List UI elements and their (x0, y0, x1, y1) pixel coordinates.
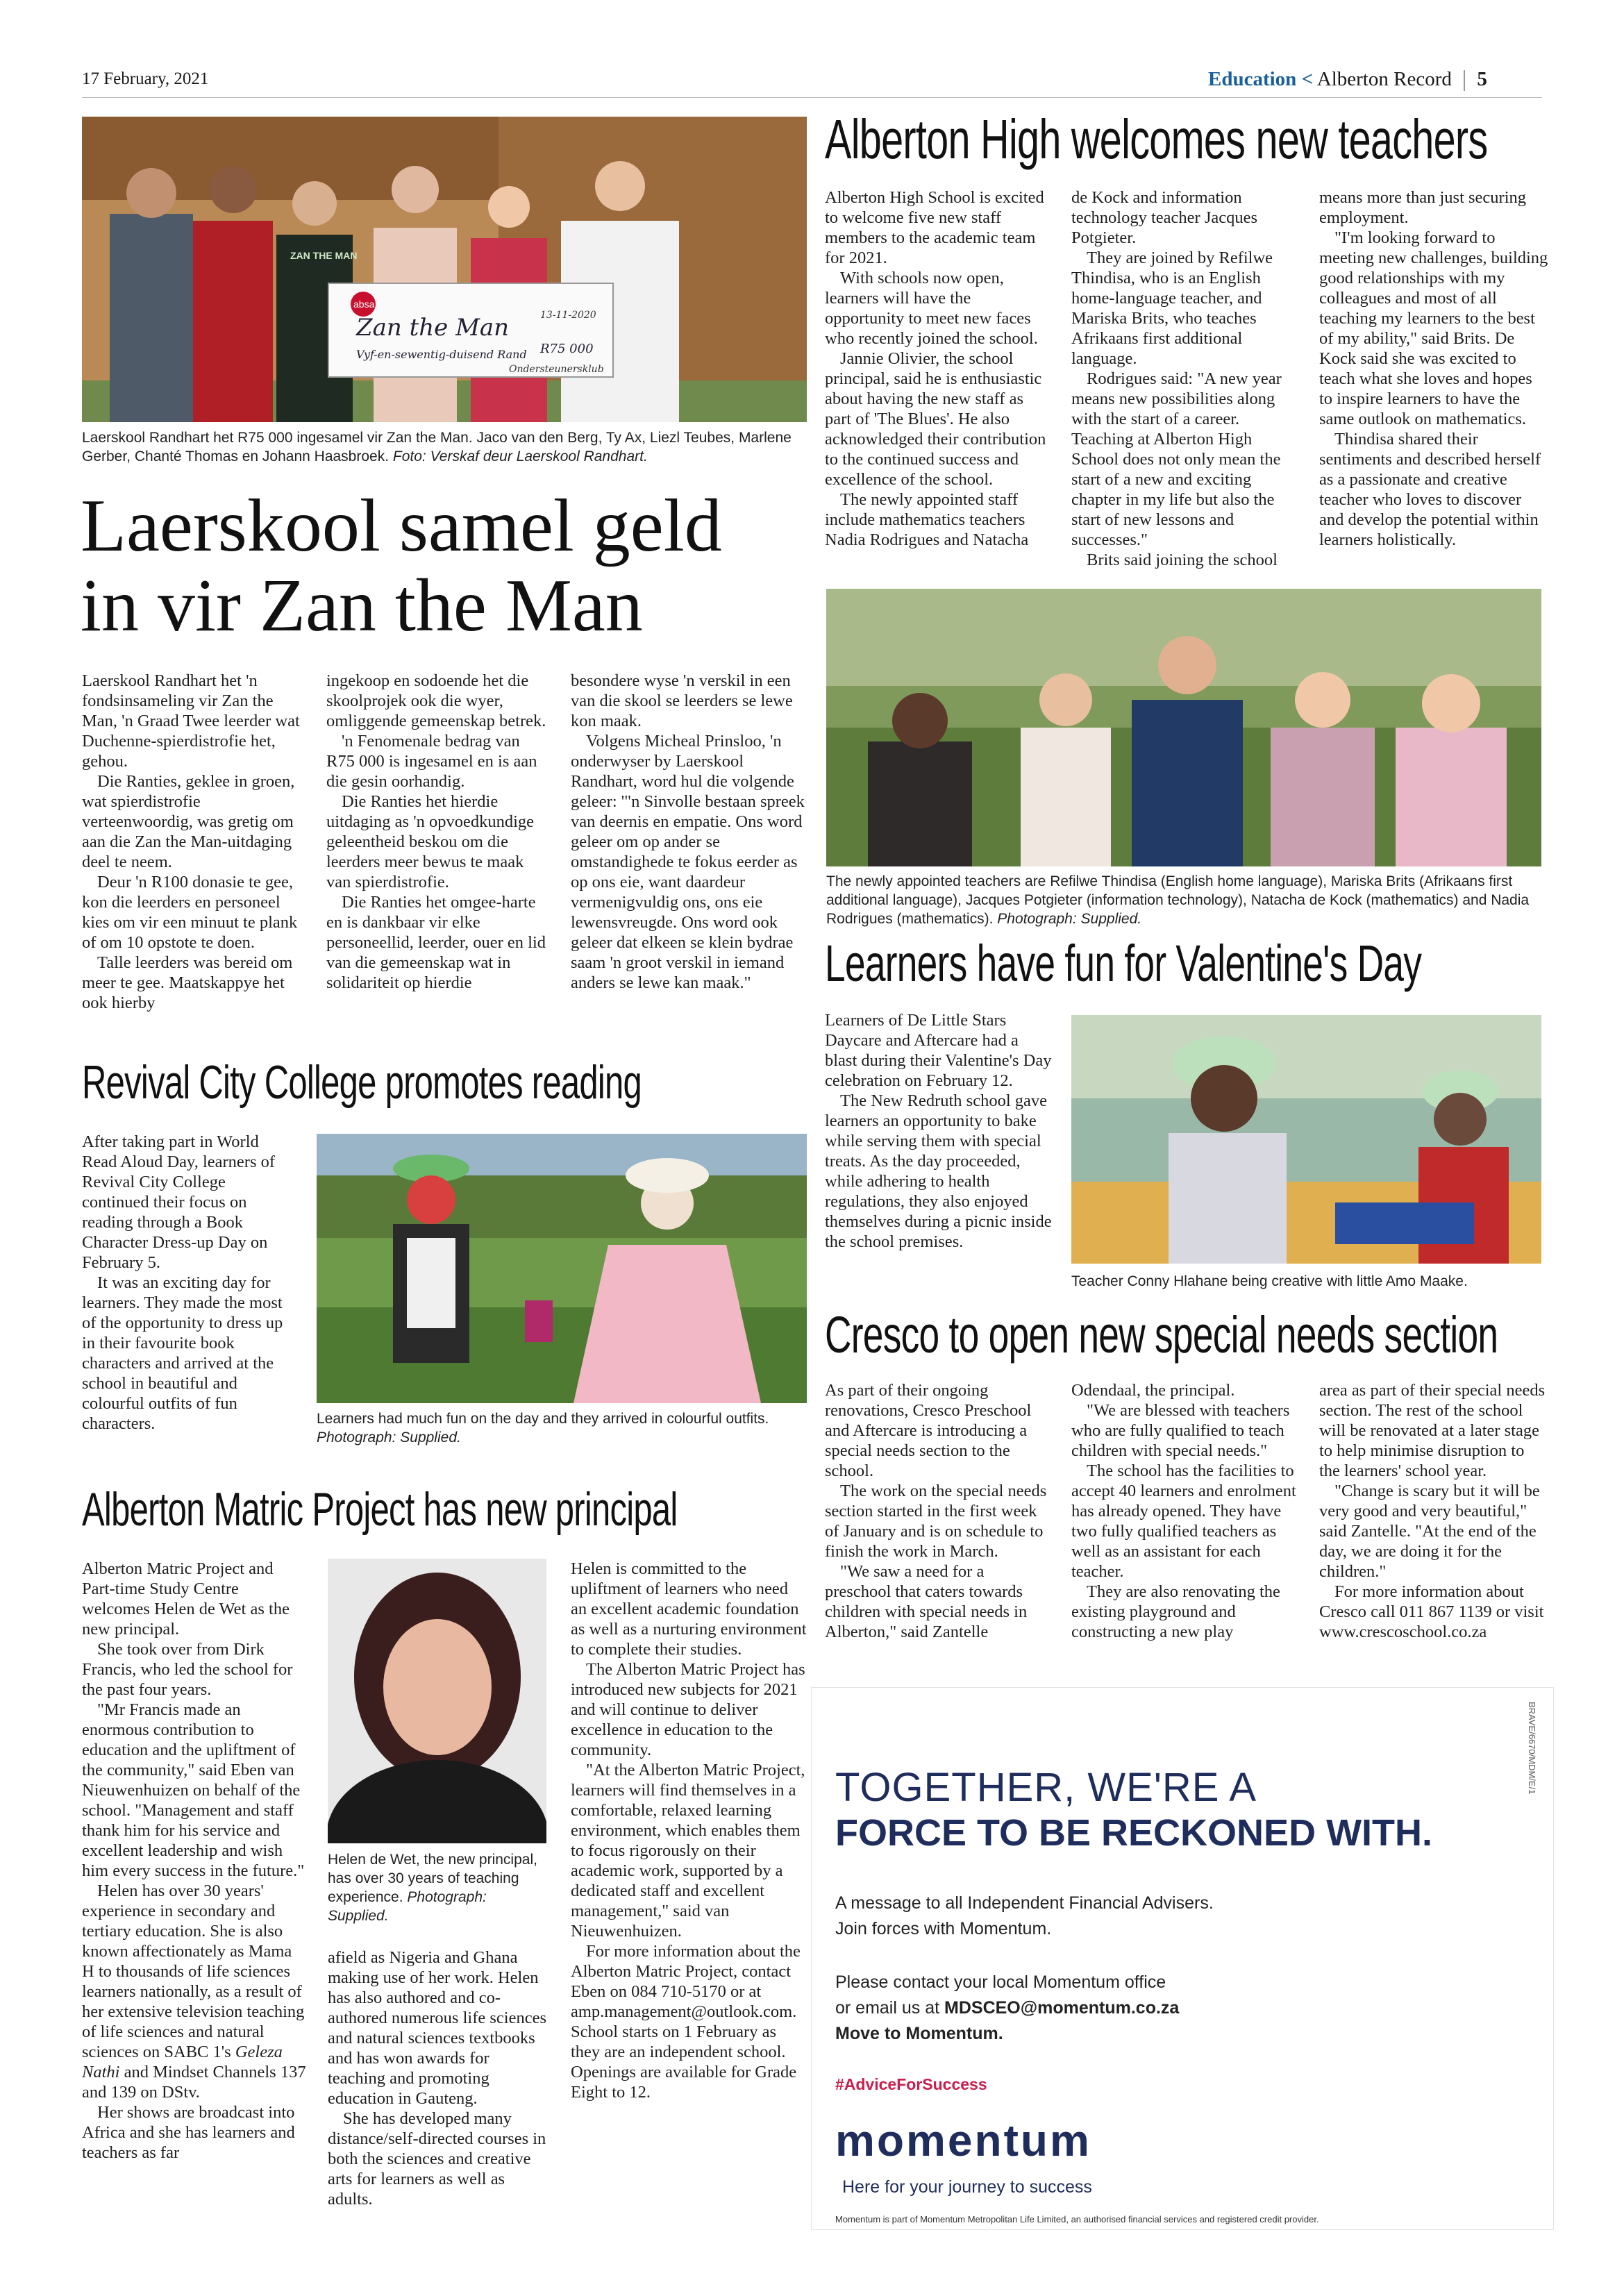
matric-col1: Alberton Matric Project and Part-time Study Centre welcomes Helen de Wet as the new principal. She took over from Dirk Francis, who led the school for the past four years. "Mr Francis made an enormous contribution to education and the upliftment of the community," said Eben van Nieuwenhuizen on behalf of the school. "Management and staff thank him for his service and excellent leadership and wish him every success in the future." Helen has over 30 years' experience in secondary and tertiary education. She is also known affectionately as Mama H to thousands of life sciences learners nationally, as a result of her extensive television teaching of life sciences and natural sciences on SABC 1's Geleza Nathi and Mindset Channels 137 and 139 on DStv. Her shows are broadcast into Africa and she has learners and teachers as far (82, 1559, 306, 2162)
ad-headline1: TOGETHER, WE'RE A (835, 1765, 1257, 1810)
cheque-logo: absa (353, 299, 375, 310)
cresco-col3: area as part of their special needs section. The rest of the school will be renovated at a later stage to help minimise disruption to the learners' school year. "Change is scary but it will be very good and very beautiful," said Zantelle. "At the end of the day, we are doing it for the children." For more information about Cresco call 011 867 1139 or visit www.crescoschool.co.za (1319, 1381, 1546, 1641)
matric-caption: Helen de Wet, the new principal, has over 30 years of teaching experience. Photograph: Supplied. (328, 1852, 537, 1924)
ad-msg1: A message to all Independent Financial Advisers. (835, 1893, 1214, 1913)
header-rule (82, 97, 1542, 98)
ad-email-link[interactable]: MDSCEO@momentum.co.za (944, 1998, 1180, 2018)
page-header-right (1208, 68, 1487, 91)
valentine-text: Learners of De Little Stars Daycare and Aftercare had a blast during their Valentine's Day celebration on February 12. The New Redruth school gave learners an opportunity to bake while serving them with special treats. As the day proceeded, while adhering to health regulations, they also enjoyed themselves during a picnic inside the school premises. (825, 1011, 1052, 1251)
laerskool-headline-line1: Laerskool samel geld (81, 485, 722, 567)
alberton-high-col2: de Kock and information technology teacher Jacques Potgieter. They are joined by Refilwe Thindisa, who is an English home-language teacher, and Mariska Brits, who teaches Afrikaans first additional language. Rodrigues said: "A new year means new possibilities along with the start of a career. Teaching at Alberton High School does not only mean the start of a new and exciting chapter in my life but also the start of new lessons and successes." Brits said joining the school (1071, 188, 1282, 569)
momentum-ad (811, 1687, 1554, 2230)
ad-contact1: Please contact your local Momentum office (835, 1972, 1166, 1992)
cheque-amount: R75 000 (540, 342, 594, 356)
laerskool-col3: besondere wyse 'n verskil in een van die skool se leerders se lewe kon maak. Volgens Micheal Prinsloo, 'n onderwyser by Laerskool Randhart, word hul die volgende geleer: '"n Sinvolle bestaan spreek van deernis en empatie. Ons word geleer om op ander se omstandighede te fokus eerder as op ons eie, want daardeur vermenigvuldig ons, ons eie lewensvreugde. Ons word ook geleer dat elkeen se klein bydrae saam 'n groot verskil in iemand anders se lewe kan maak." (571, 671, 805, 992)
ad-headline2: FORCE TO BE RECKONED WITH. (835, 1812, 1433, 1854)
alberton-high-col1: Alberton High School is excited to welcome five new staff members to the academic team for 2021. With schools now open, learners will have the opportunity to meet new faces who recently joined the school. Jannie Olivier, the school principal, said he is enthusiastic about having the new staff as part of 'The Blues'. He also acknowledged their contribution to the continued success and excellence of the school. The newly appointed staff include mathematics teachers Nadia Rodrigues and Natacha (825, 188, 1046, 549)
alberton-high-caption: The newly appointed teachers are Refilwe Thindisa (English home language), Mariska Brits (Afrikaans first additional language), Jacques Potgieter (information technology), Natacha de Kock (mathematics) and Nadia Rodrigues (mathematics). Photograph: Supplied. (826, 873, 1530, 927)
header-divider (1464, 70, 1465, 91)
ad-contact3: Move to Momentum. (835, 2024, 1003, 2043)
matric-photo (328, 1559, 546, 1843)
laerskool-col1: Laerskool Randhart het 'n fondsinsameling vir Zan the Man, 'n Graad Twee leerder wat Duchenne-spierdistrofie het, gehou. Die Ranties, geklee in groen, wat spierdistrofie verteenwoordig, was gretig om aan die Zan the Man-uitdaging deel te neem. Deur 'n R100 donasie te gee, kon die leerders en personeel kies om vir een minuut te plank of om 10 opstote te doen. Talle leerders was bereid om meer te gee. Maatskappye het ook hierby (82, 671, 300, 1012)
valentine-caption: Teacher Conny Hlahane being creative with little Amo Maake. (1071, 1273, 1468, 1289)
revival-headline: Revival City College promotes reading (82, 1056, 642, 1109)
paper-name: Alberton Record (1316, 68, 1452, 90)
laerskool-photo (82, 117, 807, 422)
laerskool-caption: Laerskool Randhart het R75 000 ingesamel vir Zan the Man. Jaco van den Berg, Ty Ax, Liezl Teubes, Marlene Gerber, Chanté Thomas en Johann Haasbroek. Foto: Verskaf deur Laerskool Randhart. (82, 430, 792, 464)
cresco-headline: Cresco to open new special needs section (825, 1306, 1498, 1364)
ad-contact2: or email us at MDSCEO@momentum.co.za (835, 1998, 1180, 2018)
cheque-payee: Zan the Man (356, 314, 510, 342)
cresco-col2: Odendaal, the principal. "We are blessed with teachers who are fully qualified to teach children with special needs." The school has the facilities to accept 40 learners and enrolment has already opened. They have two fully qualified teachers as well as an assistant for each teacher. They are also renovating the existing playground and constructing a new play (1071, 1381, 1296, 1641)
ad-footer: Momentum is part of Momentum Metropolitan Life Limited, an authorised financial services and registered credit provider. (835, 2214, 1319, 2224)
laerskool-headline (81, 486, 722, 646)
shirt-text: ZAN THE MAN (290, 250, 358, 261)
cheque-words: Vyf-en-sewentig-duisend Rand (356, 348, 527, 361)
ad-side-code: BRAVE/6670/MDM/E/1 (1527, 1702, 1537, 1795)
matric-col2: afield as Nigeria and Ghana making use of her work. Helen has also authored and co-authored numerous life sciences and natural sciences textbooks and has won awards for teaching and promoting education in Gauteng. She has developed many distance/self-directed courses in both the sciences and creative arts for learners as well as adults. (328, 1948, 546, 2209)
ad-hashtag: #AdviceForSuccess (835, 2075, 987, 2093)
alberton-high-headline: Alberton High welcomes new teachers (825, 108, 1488, 170)
cresco-col1: As part of their ongoing renovations, Cresco Preschool and Aftercare is introducing a special needs section to the school. The work on the special needs section started in the first week of January and is on schedule to finish the work in March. "We saw a need for a preschool that caters towards children with special needs in Alberton," said Zantelle (825, 1381, 1047, 1641)
ad-tagline: Here for your journey to success (842, 2177, 1092, 2197)
matric-caption-credit: Photograph: Supplied. (328, 1889, 487, 1924)
revival-caption-credit: Photograph: Supplied. (317, 1430, 461, 1446)
laerskool-caption-credit: Foto: Verskaf deur Laerskool Randhart. (392, 449, 648, 464)
valentine-photo (1071, 1015, 1541, 1264)
momentum-logo-text: momentum (835, 2115, 1091, 2165)
matric-col3: Helen is committed to the upliftment of learners who need an excellent academic foundation as well as a nurturing environment to complete their studies. The Alberton Matric Project has introduced new subjects for 2021 and will continue to deliver excellence in education to the community. "At the Alberton Matric Project, learners will find themselves in a comfortable, relaxed learning environment, which enables them to focus rigorously on their academic work, supported by a dedicated staff and excellent management," said van Nieuwenhuizen. For more information about the Alberton Matric Project, contact Eben on 084 710-5170 or at amp.management@outlook.com. School starts on 1 February as they are an independent school. Openings are available for Grade Eight to 12. (571, 1559, 807, 2102)
matric-headline: Alberton Matric Project has new principal (82, 1483, 678, 1536)
alberton-high-caption-credit: Photograph: Supplied. (997, 911, 1142, 927)
cheque-date: 13-11-2020 (540, 310, 596, 321)
revival-text: After taking part in World Read Aloud Day, learners of Revival City College continued their focus on reading through a Book Character Dress-up Day on February 5. It was an exciting day for learners. They made the most of the opportunity to dress up in their favourite book characters and arrived at the school in beautiful and colourful outfits of fun characters. (82, 1132, 283, 1433)
alberton-high-col3: means more than just securing employment. "I'm looking forward to meeting new challenges, building good relationships with my colleagues and most of all teaching my learners to the best of my ability," said Brits. De Kock said she was excited to teach what she loves and hopes to inspire learners to have the same outlook on mathematics. Thindisa shared their sentiments and described herself as a passionate and creative teacher who loves to discover and develop the potential within learners holistically. (1319, 188, 1548, 549)
laerskool-col2: ingekoop en sodoende het die skoolprojek ook die wyer, omliggende gemeenskap betrek. 'n Fenomenale bedrag van R75 000 is ingesamel en is aan die gesin oorhandig. Die Ranties het hierdie uitdaging as 'n opvoedkundige geleentheid beskou om die leerders meer bewus te maak van spierdistrofie. Die Ranties het omgee-harte en is dankbaar vir elke personeellid, leerder, ouer en lid van die gemeenskap wat in solidariteit op hierdie (326, 671, 546, 992)
matric-show-name: Geleza Nathi (82, 2043, 283, 2081)
ad-msg2: Join forces with Momentum. (835, 1919, 1052, 1938)
revival-caption: Learners had much fun on the day and they arrived in colourful outfits. Photograph: Supplied. (317, 1411, 769, 1446)
revival-photo (317, 1134, 807, 1403)
page-date: 17 February, 2021 (82, 69, 209, 88)
header-separator: < (1301, 68, 1314, 90)
alberton-high-photo (826, 589, 1541, 866)
page-number: 5 (1477, 68, 1487, 90)
valentine-headline: Learners have fun for Valentine's Day (825, 935, 1422, 992)
laerskool-headline-line2: in vir Zan the Man (81, 564, 643, 647)
section-label: Education (1208, 68, 1297, 90)
cheque-signature: Ondersteunersklub (509, 364, 604, 375)
